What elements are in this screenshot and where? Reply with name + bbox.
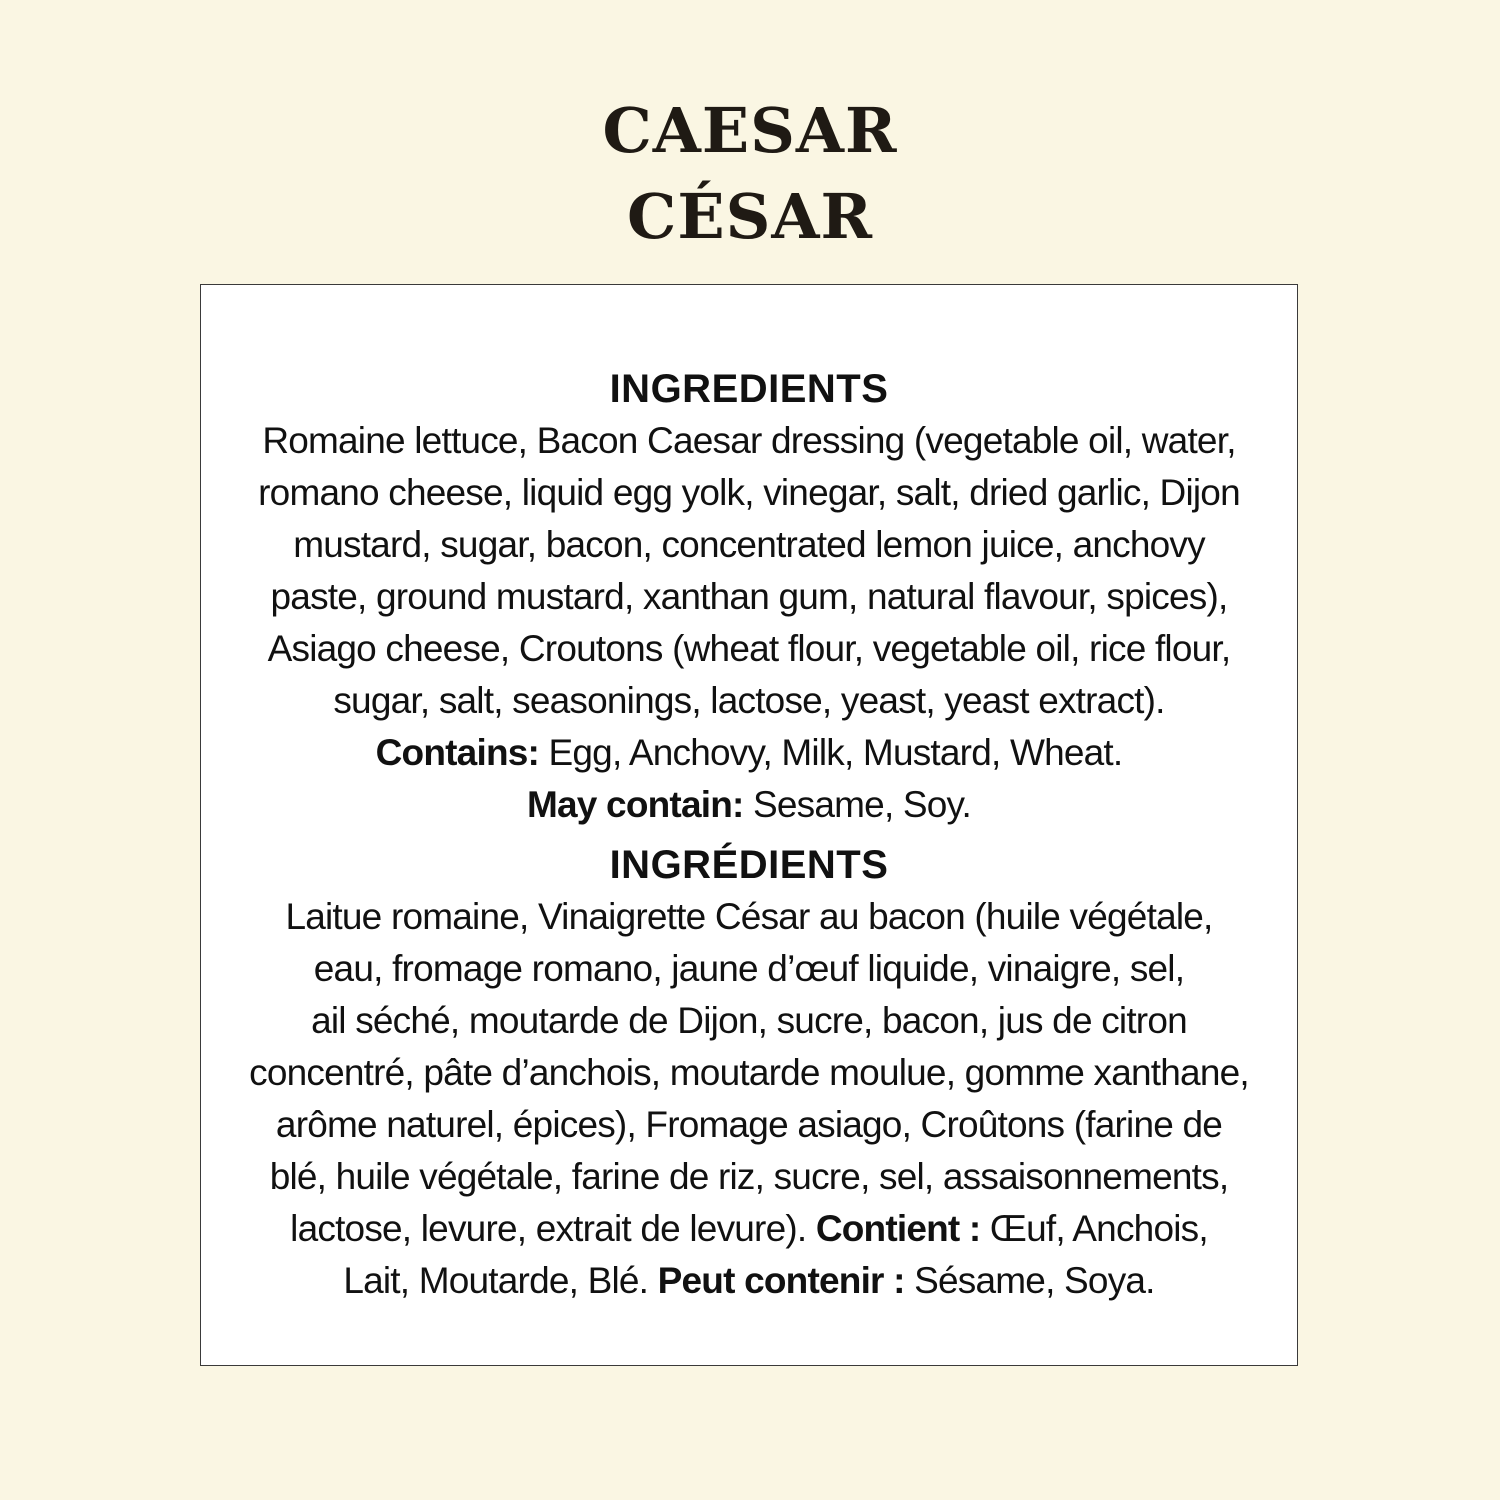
english-contains-value: Egg, Anchovy, Milk, Mustard, Wheat. <box>539 732 1123 773</box>
french-contains-statement <box>221 1203 1277 1255</box>
french-contains-continued: Lait, Moutarde, Blé. <box>343 1260 658 1301</box>
french-may-contain-label: Peut contenir : <box>657 1260 905 1301</box>
french-ingredient-line: Laitue romaine, Vinaigrette César au bacon (huile végétale, <box>285 896 1213 937</box>
english-ingredient-line: romano cheese, liquid egg yolk, vinegar, salt, dried garlic, Dijon <box>258 472 1240 513</box>
english-contains-statement <box>221 727 1277 779</box>
title-french: CÉSAR <box>626 180 873 253</box>
french-contains-label: Contient : <box>815 1208 981 1249</box>
english-may-contain-label: May contain: <box>526 784 744 825</box>
french-may-contain-statement <box>221 1255 1277 1307</box>
french-ingredient-line: arôme naturel, épices), Fromage asiago, Croûtons (farine de <box>275 1104 1223 1145</box>
french-ingredient-line: ail séché, moutarde de Dijon, sucre, bacon, jus de citron <box>311 1000 1187 1041</box>
english-ingredient-line: mustard, sugar, bacon, concentrated lemon juice, anchovy <box>293 524 1205 565</box>
english-ingredient-line: Romaine lettuce, Bacon Caesar dressing (vegetable oil, water, <box>262 420 1236 461</box>
french-contains-value: Œuf, Anchois, <box>980 1208 1208 1249</box>
english-contains-label: Contains: <box>375 732 540 773</box>
english-may-contain-value: Sesame, Soy. <box>743 784 971 825</box>
english-ingredient-line: paste, ground mustard, xanthan gum, natural flavour, spices), <box>270 576 1228 617</box>
ingredients-panel <box>200 284 1298 1366</box>
french-may-contain-value: Sésame, Soya. <box>904 1260 1155 1301</box>
french-ingredient-line: eau, fromage romano, jaune d’œuf liquide, vinaigre, sel, <box>313 948 1185 989</box>
english-ingredient-line: Asiago cheese, Croutons (wheat flour, vegetable oil, rice flour, <box>267 628 1231 669</box>
french-ingredient-line: concentré, pâte d’anchois, moutarde moulue, gomme xanthane, <box>249 1052 1249 1093</box>
english-ingredients-heading: INGREDIENTS <box>609 367 889 411</box>
ingredients-content <box>221 363 1277 1307</box>
english-ingredient-line: sugar, salt, seasonings, lactose, yeast, yeast extract). <box>333 680 1165 721</box>
english-may-contain-statement <box>221 779 1277 831</box>
product-title <box>0 88 1500 260</box>
title-english: CAESAR <box>602 94 898 167</box>
french-ingredient-line-end: lactose, levure, extrait de levure). <box>290 1208 816 1249</box>
french-ingredient-line: blé, huile végétale, farine de riz, sucre, sel, assaisonnements, <box>269 1156 1229 1197</box>
french-ingredients-heading: INGRÉDIENTS <box>609 843 889 887</box>
